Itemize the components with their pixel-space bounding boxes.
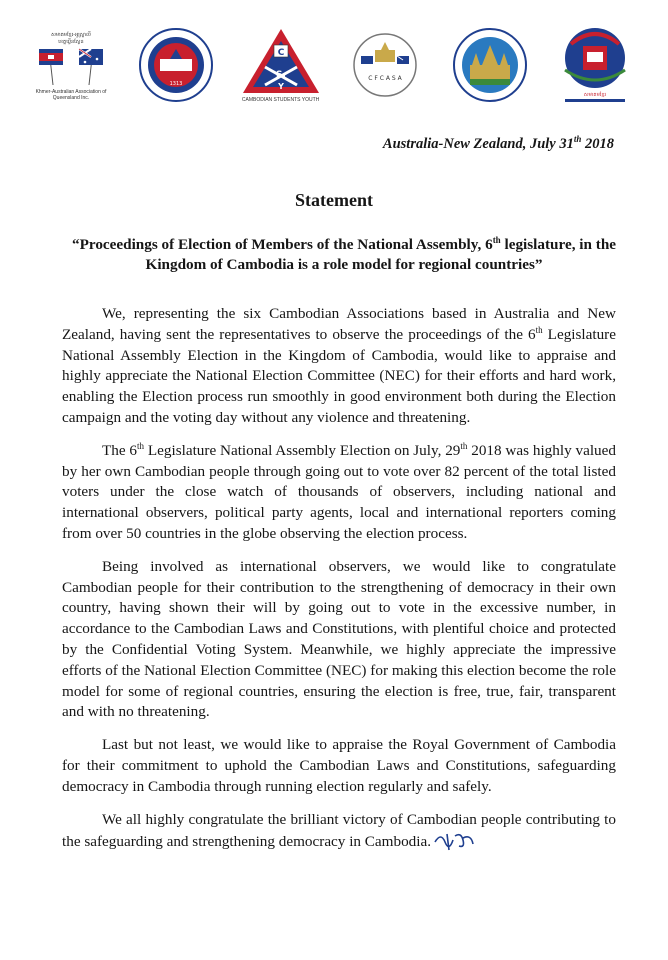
signature-icon bbox=[433, 830, 477, 852]
cfcasa-logo bbox=[342, 22, 428, 108]
cfcasa-text: C F C A S A bbox=[368, 75, 403, 82]
svg-text:Y: Y bbox=[277, 82, 284, 91]
svg-text:1313: 1313 bbox=[169, 81, 183, 87]
date-line: Australia-New Zealand, July 31th 2018 bbox=[382, 134, 614, 152]
cambodian-students-youth-logo bbox=[238, 22, 324, 108]
paragraph-2: The 6th Legislature National Assembly Election on July, 29th 2018 was highly valued by her own Cambodian people through going out to vote over 82 percent of the total listed voters under the close watch of thousands of observers, including national and international observers, political party agents, local and international reporters coming from over 50 countries in the globe observing the election process. bbox=[62, 440, 616, 542]
svg-text:C: C bbox=[277, 48, 284, 58]
khmer-association-nz-logo bbox=[552, 22, 638, 108]
page-title: Statement bbox=[295, 190, 373, 210]
statement-body bbox=[62, 304, 616, 865]
svg-text:សមាគមខ្មែរ: សមាគមខ្មែរ bbox=[583, 92, 607, 98]
angkor-seal-logo bbox=[447, 22, 533, 108]
paragraph-3: Being involved as international observers, we would like to congratulate Cambodian people for their contribution to the strengthening of democracy in their own country, having shown their will by going out to vote in the excessive number, in accordance to the Cambodian Laws and Constitutions, with plentiful choice and protected by the Confidential Voting System. Meanwhile, we highly appreciate the impressive efforts of the National Election Committee (NEC) for making this election become the role model for some of regional countries, ensuring the election is free, true, fair, transparent and with no threatening. bbox=[62, 557, 616, 721]
svg-text:ខេត្តឃ្វីនស្លែន: ខេត្តឃ្វីនស្លែន bbox=[58, 39, 84, 45]
logo-caption: Khmer-Australian Association of Queensland Inc. bbox=[35, 89, 107, 101]
logo-caption: CAMBODIAN STUDENTS YOUTH bbox=[241, 97, 320, 103]
khmer-australian-association-logo bbox=[28, 22, 114, 108]
svg-text:សមាគមខ្មែរ-អូស្ត្រាលី: សមាគមខ្មែរ-អូស្ត្រាលី bbox=[51, 32, 91, 38]
svg-text:S.: S. bbox=[275, 70, 286, 80]
paragraph-1: We, representing the six Cambodian Associations based in Australia and New Zealand, having sent the representatives to observe the proceedings of the 6th Legislature National Assembly Election in the Kingdom of Cambodia, would like to appraise and highly appreciate the National Election Committee (NEC) for their efforts and hard work, enabling the Election process run smoothly in good environment both during the Election campaign and the voting day without any violence and threatening. bbox=[62, 305, 616, 426]
logo-row bbox=[28, 20, 638, 110]
association-seal-logo bbox=[133, 22, 219, 108]
paragraph-5: We all highly congratulate the brilliant victory of Cambodian people contributing to the safeguarding and strengthening democracy in Cambodia. bbox=[62, 810, 616, 851]
paragraph-4: Last but not least, we would like to appraise the Royal Government of Cambodia for their commitment to uphold the Cambodian Laws and Constitutions, safeguarding democracy in Cambodia through running election regularly and safely. bbox=[62, 736, 616, 795]
statement-subtitle: “Proceedings of Election of Members of the National Assembly, 6th legislature, in the Kingdom of Cambodia is a role model for regional countries” bbox=[71, 234, 617, 273]
